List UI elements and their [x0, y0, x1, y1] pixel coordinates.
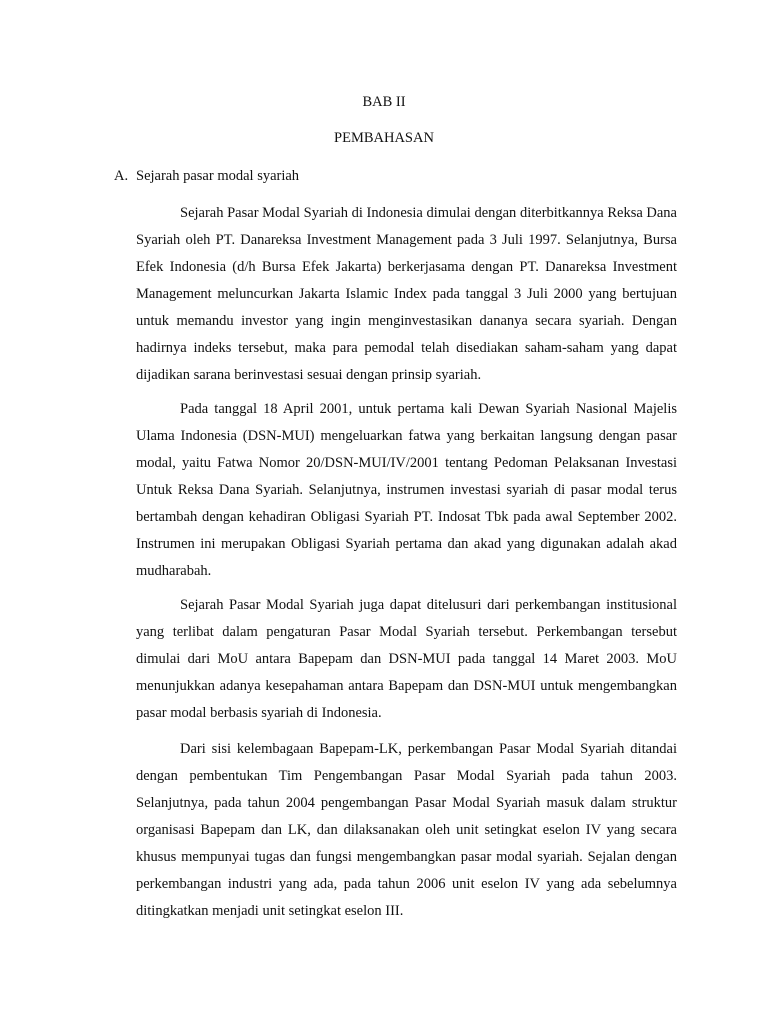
paragraph-3: Sejarah Pasar Modal Syariah juga dapat ditelusuri dari perkembangan institusional yang terlibat dalam pengaturan Pasar Modal Syariah tersebut. Perkembangan tersebut dimulai dari MoU antara Bapepam dan DSN-MUI pada tanggal 14 Maret 2003. MoU menunjukkan adanya kesepahaman antara Bapepam dan DSN-MUI untuk mengembangkan pasar modal berbasis syariah di Indonesia.: [136, 597, 677, 721]
section-heading: [114, 166, 299, 186]
paragraph-1: Sejarah Pasar Modal Syariah di Indonesia dimulai dengan diterbitkannya Reksa Dana Syariah oleh PT. Danareksa Investment Management pada 3 Juli 1997. Selanjutnya, Bursa Efek Indonesia (d/h Bursa Efek Jakarta) berkerjasama dengan PT. Danareksa Investment Management meluncurkan Jakarta Islamic Index pada tanggal 3 Juli 2000 yang bertujuan untuk memandu investor yang ingin menginvestasikan dananya secara syariah. Dengan hadirnya indeks tersebut, maka para pemodal telah disediakan saham-saham yang dapat dijadikan sarana berinvestasi sesuai dengan prinsip syariah.: [136, 205, 677, 383]
section-title: Sejarah pasar modal syariah: [136, 168, 300, 184]
chapter-title: PEMBAHASAN: [334, 130, 434, 146]
paragraph-2: Pada tanggal 18 April 2001, untuk pertama kali Dewan Syariah Nasional Majelis Ulama Indonesia (DSN-MUI) mengeluarkan fatwa yang berkaitan langsung dengan pasar modal, yaitu Fatwa Nomor 20/DSN-MUI/IV/2001 tentang Pedoman Pelaksanan Investasi Untuk Reksa Dana Syariah. Selanjutnya, instrumen investasi syariah di pasar modal terus bertambah dengan kehadiran Obligasi Syariah PT. Indosat Tbk pada awal September 2002. Instrumen ini merupakan Obligasi Syariah pertama dan akad yang digunakan adalah akad mudharabah.: [136, 401, 677, 579]
chapter-number: BAB II: [362, 94, 406, 110]
section-letter: A.: [114, 168, 129, 184]
paragraph-4: Dari sisi kelembagaan Bapepam-LK, perkembangan Pasar Modal Syariah ditandai dengan pembentukan Tim Pengembangan Pasar Modal Syariah pada tahun 2003. Selanjutnya, pada tahun 2004 pengembangan Pasar Modal Syariah masuk dalam struktur organisasi Bapepam dan LK, dan dilaksanakan oleh unit setingkat eselon IV yang secara khusus mempunyai tugas dan fungsi mengembangkan pasar modal syariah. Sejalan dengan perkembangan industri yang ada, pada tahun 2006 unit eselon IV yang ada sebelumnya ditingkatkan menjadi unit setingkat eselon III.: [136, 741, 677, 919]
